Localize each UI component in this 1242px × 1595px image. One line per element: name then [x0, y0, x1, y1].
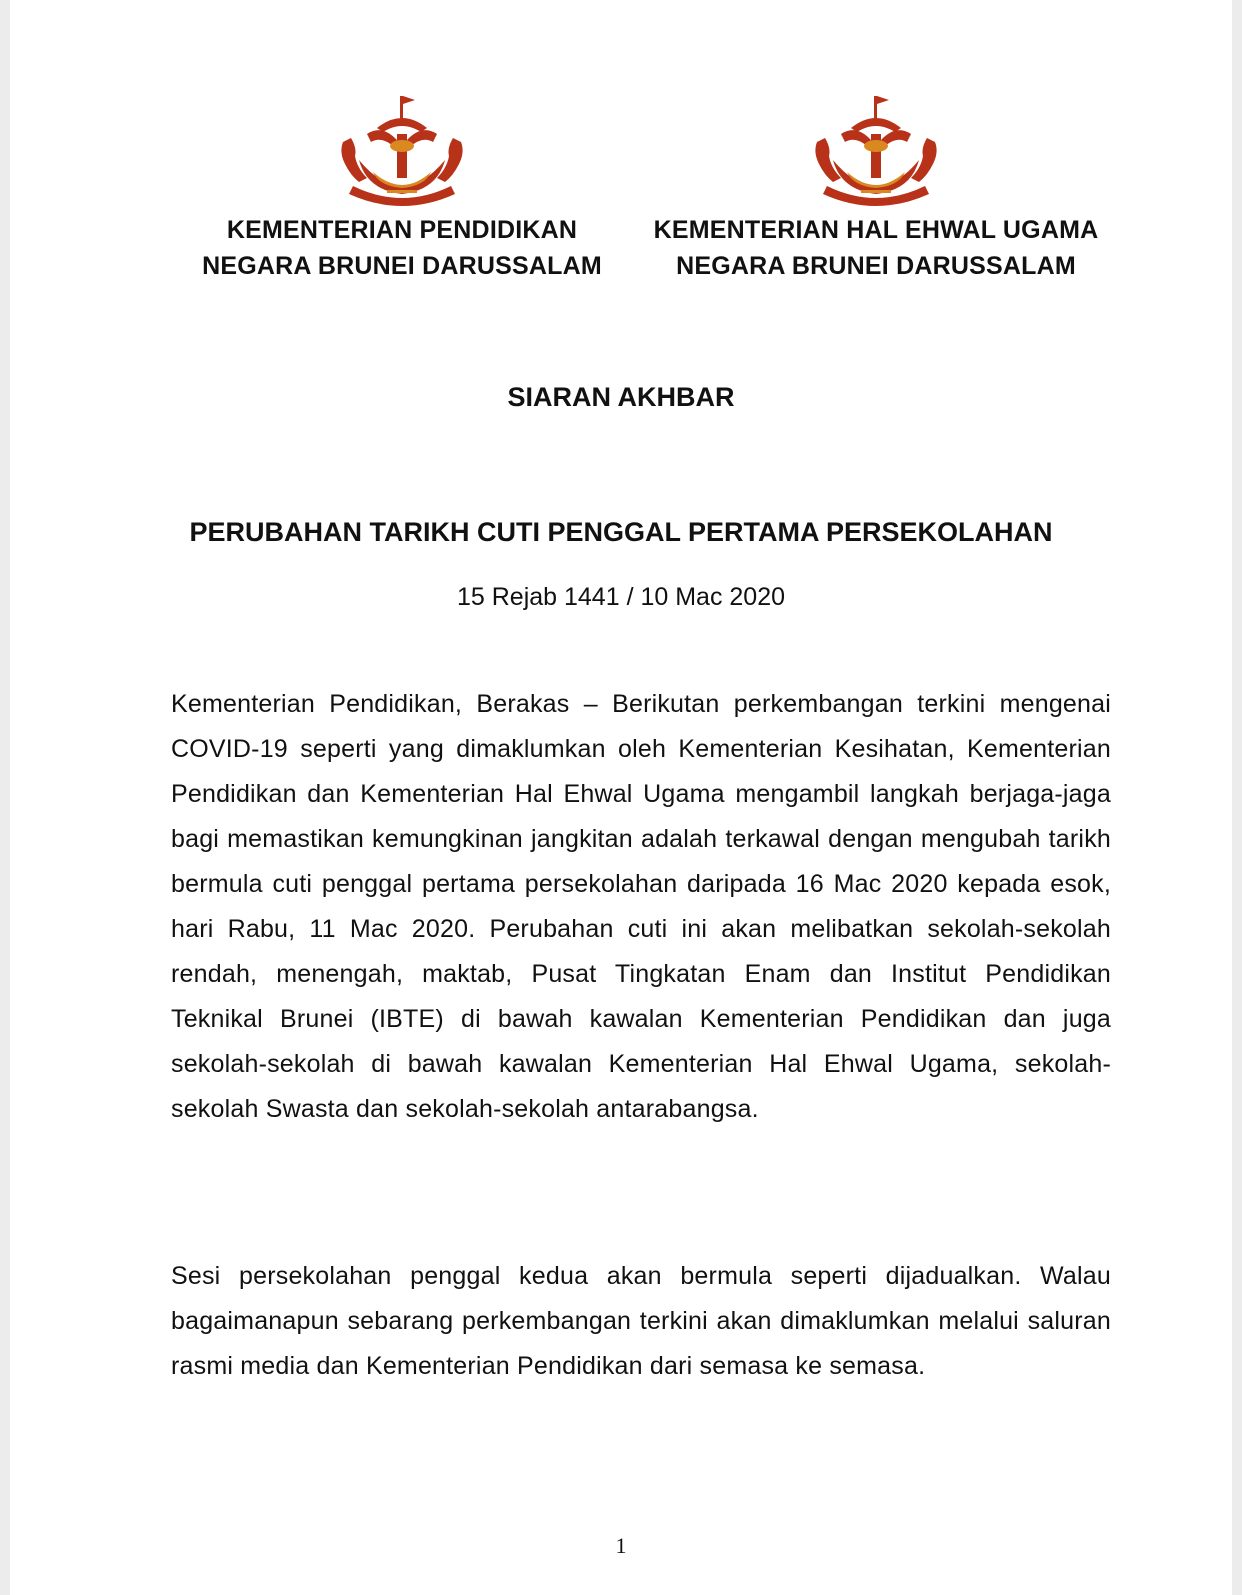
- crest-graphic: [337, 94, 467, 206]
- brunei-crest-icon: [811, 94, 941, 206]
- country-name: NEGARA BRUNEI DARUSSALAM: [202, 252, 602, 280]
- ministry-education-header: [167, 212, 637, 284]
- brunei-crest-icon: [337, 94, 467, 206]
- crest-graphic: [811, 94, 941, 206]
- press-release-label: SIARAN AKHBAR: [507, 382, 735, 412]
- page-number: 1: [615, 1533, 627, 1558]
- ministry-name: KEMENTERIAN PENDIDIKAN: [226, 216, 578, 244]
- ministry-name: KEMENTERIAN HAL EHWAL UGAMA: [653, 216, 1099, 244]
- release-date: 15 Rejab 1441 / 10 Mac 2020: [456, 583, 785, 611]
- document-page: [10, 0, 1232, 1595]
- ministry-religious-affairs-header: [641, 212, 1111, 284]
- country-name: NEGARA BRUNEI DARUSSALAM: [676, 252, 1076, 280]
- body-paragraph-2: Sesi persekolahan penggal kedua akan bermula seperti dijadualkan. Walau bagaimanapun sebarang perkembangan terkini akan dimaklumkan melalui saluran rasmi media dan Kementerian Pendidikan dari semasa ke semasa.: [171, 1262, 1111, 1380]
- body-paragraph-1: Kementerian Pendidikan, Berakas – Berikutan perkembangan terkini mengenai COVID-19 seperti yang dimaklumkan oleh Kementerian Kesihatan, Kementerian Pendidikan dan Kementerian Hal Ehwal Ugama mengambil langkah berjaga-jaga bagi memastikan kemungkinan jangkitan adalah terkawal dengan mengubah tarikh bermula cuti penggal pertama persekolahan daripada 16 Mac 2020 kepada esok, hari Rabu, 11 Mac 2020. Perubahan cuti ini akan melibatkan sekolah-sekolah rendah, menengah, maktab, Pusat Tingkatan Enam dan Institut Pendidikan Teknikal Brunei (IBTE) di bawah kawalan Kementerian Pendidikan dan juga sekolah-sekolah di bawah kawalan Kementerian Hal Ehwal Ugama, sekolah-sekolah Swasta dan sekolah-sekolah antarabangsa.: [171, 690, 1111, 1123]
- headline: PERUBAHAN TARIKH CUTI PENGGAL PERTAMA PERSEKOLAHAN: [189, 517, 1053, 547]
